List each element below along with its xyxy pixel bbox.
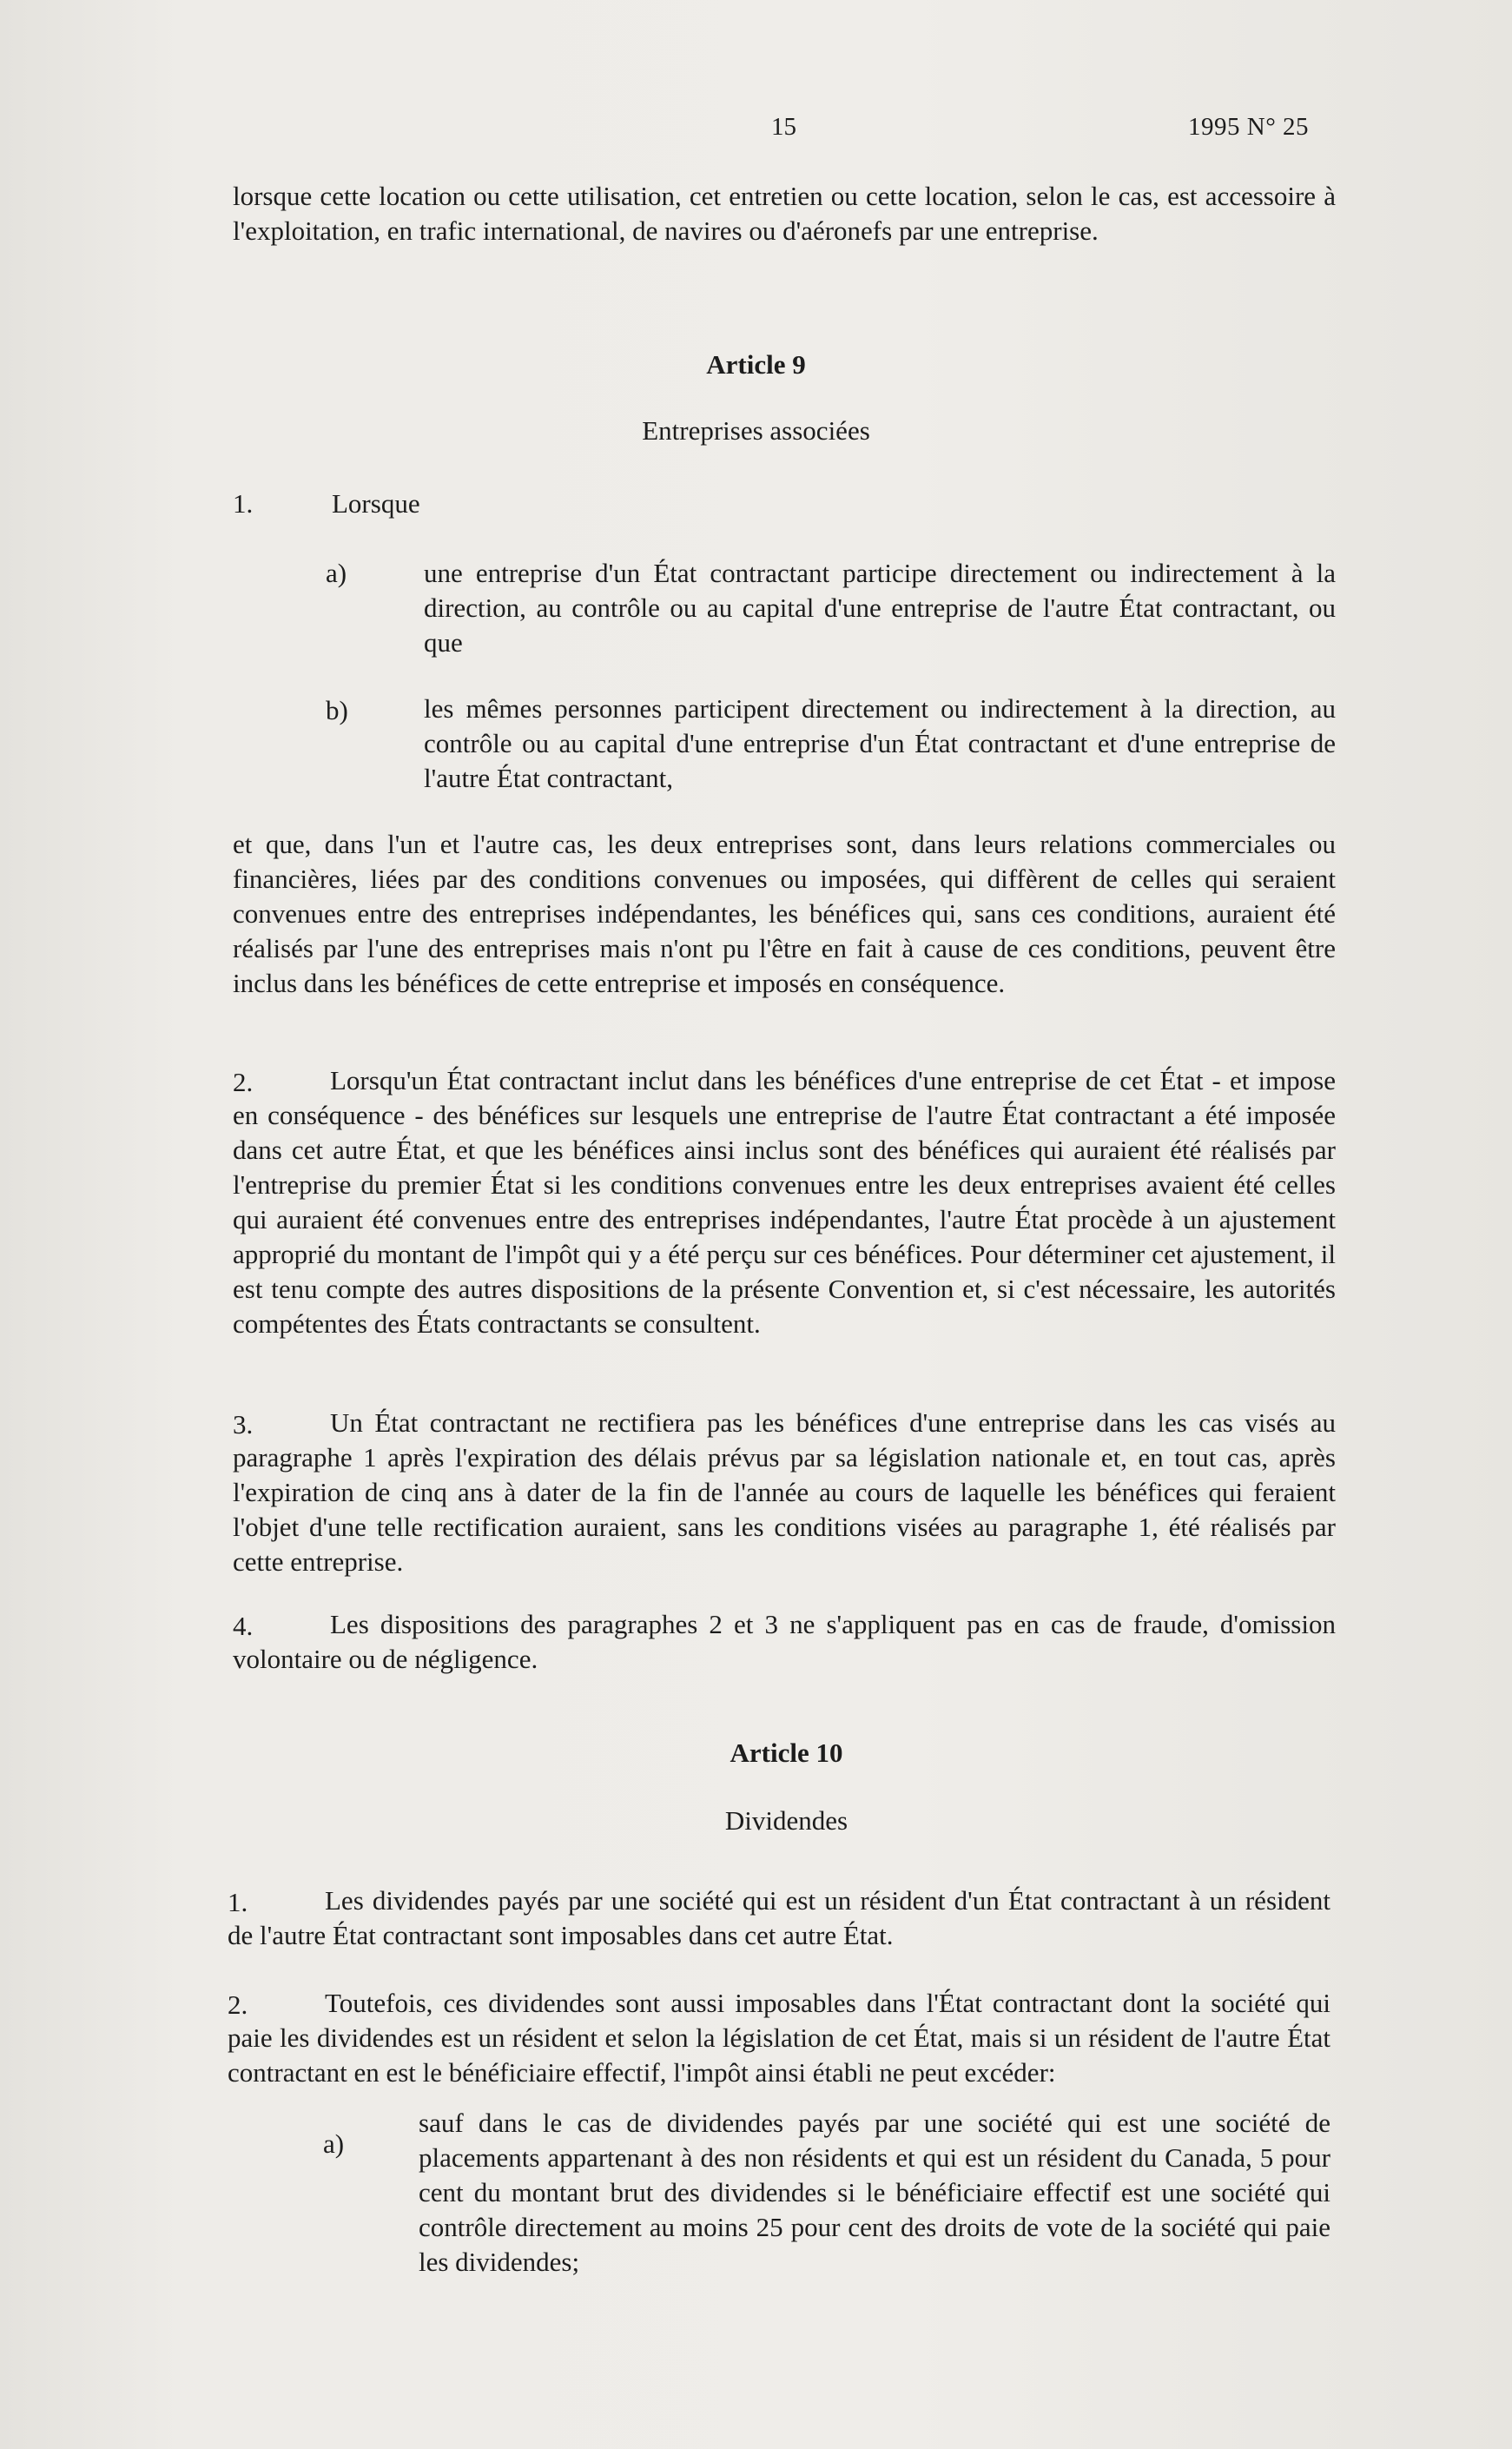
- article-10-para-2-text: Toutefois, ces dividendes sont aussi imposables dans l'État contractant dont la société qui paie les dividendes est un résident et selon la législation de cet État, mais si un résident de l'autre État contractant en est le bénéficiaire effectif, l'impôt ainsi établi ne peut excéder:: [228, 1988, 1330, 2088]
- article-9-para-1-lead: Lorsque: [332, 488, 420, 519]
- article-9-para-2-number: 2.: [233, 1067, 254, 1097]
- document-reference: 1995 N° 25: [1188, 113, 1310, 141]
- article-9-item-a-label: a): [326, 558, 347, 588]
- article-9-para-4-number: 4.: [233, 1611, 254, 1641]
- page-number: 15: [771, 113, 796, 141]
- article-9-para-3-text: Un État contractant ne rectifiera pas les bénéfices d'une entreprise dans les cas visés au paragraphe 1 après l'expiration des délais prévus par sa législation nationale et, en tout cas, après l'expiration de cinq ans à dater de la fin de l'année au cours de laquelle les bénéfices qui feraient l'objet d'une telle rectification auraient, sans les conditions visées au paragraphe 1, été réalisés par cette entreprise.: [233, 1407, 1336, 1577]
- article-9-para-2-text: Lorsqu'un État contractant inclut dans les bénéfices d'une entreprise de cet État - et impose en conséquence - des bénéfices sur lesquels une entreprise de l'autre État contractant a été imposée dans cet autre État, et que les bénéfices ainsi inclus sont des bénéfices qui auraient été réalisés par l'entreprise du premier État si les conditions convenues entre les deux entreprises avaient été celles qui auraient été convenues entre des entreprises indépendantes, l'autre État procède à un ajustement approprié du montant de l'impôt qui y a été perçu sur ces bénéfices. Pour déterminer cet ajustement, il est tenu compte des autres dispositions de la présente Convention et, si c'est nécessaire, les autorités compétentes des États contractants se consultent.: [233, 1065, 1336, 1339]
- article-10-para-2-number: 2.: [228, 1989, 248, 2020]
- intro-paragraph: lorsque cette location ou cette utilisation, cet entretien ou cette location, selon le cas, est accessoire à l'exploitation, en trafic international, de navires ou d'aéronefs par une entreprise.: [233, 181, 1336, 246]
- article-10-title: Article 10: [730, 1737, 843, 1768]
- article-9-para-1-number: 1.: [233, 488, 254, 519]
- article-9-para-1-continuation: et que, dans l'un et l'autre cas, les deux entreprises sont, dans leurs relations commerciales ou financières, liées par des conditions convenues ou imposées, qui diffèrent de celles qui seraient convenues entre des entreprises indépendantes, les bénéfices qui, sans ces conditions, auraient été réalisés par l'une des entreprises mais n'ont pu l'être en fait à cause de ces conditions, peuvent être inclus dans les bénéfices de cette entreprise et imposés en conséquence.: [233, 829, 1336, 998]
- article-10-item-a-label: a): [323, 2128, 345, 2159]
- article-10-para-1-text: Les dividendes payés par une société qui est un résident d'un État contractant à un résident de l'autre État contractant sont imposables dans cet autre État.: [228, 1885, 1330, 1950]
- article-9-para-4-text: Les dispositions des paragraphes 2 et 3 ne s'appliquent pas en cas de fraude, d'omission volontaire ou de négligence.: [233, 1609, 1336, 1674]
- article-10-subtitle: Dividendes: [724, 1805, 848, 1836]
- article-9-item-b-text: les mêmes personnes participent directement ou indirectement à la direction, au contrôle ou au capital d'une entreprise d'un État contractant et d'une entreprise de l'autre État contractant,: [424, 693, 1336, 793]
- article-9-title: Article 9: [706, 349, 806, 380]
- article-10-para-1-number: 1.: [228, 1887, 248, 1917]
- article-9-item-a-text: une entreprise d'un État contractant participe directement ou indirectement à la direction, au contrôle ou au capital d'une entreprise de l'autre État contractant, ou que: [424, 558, 1336, 658]
- article-9-subtitle: Entreprises associées: [642, 415, 870, 446]
- article-9-para-3-number: 3.: [233, 1409, 254, 1440]
- article-10-item-a-text: sauf dans le cas de dividendes payés par une société qui est une société de placements appartenant à des non résidents et qui est un résident du Canada, 5 pour cent du montant brut des dividendes si le bénéficiaire effectif est une société qui contrôle directement au moins 25 pour cent des droits de vote de la société qui paie les dividendes;: [419, 2108, 1330, 2277]
- article-9-item-b-label: b): [326, 695, 348, 725]
